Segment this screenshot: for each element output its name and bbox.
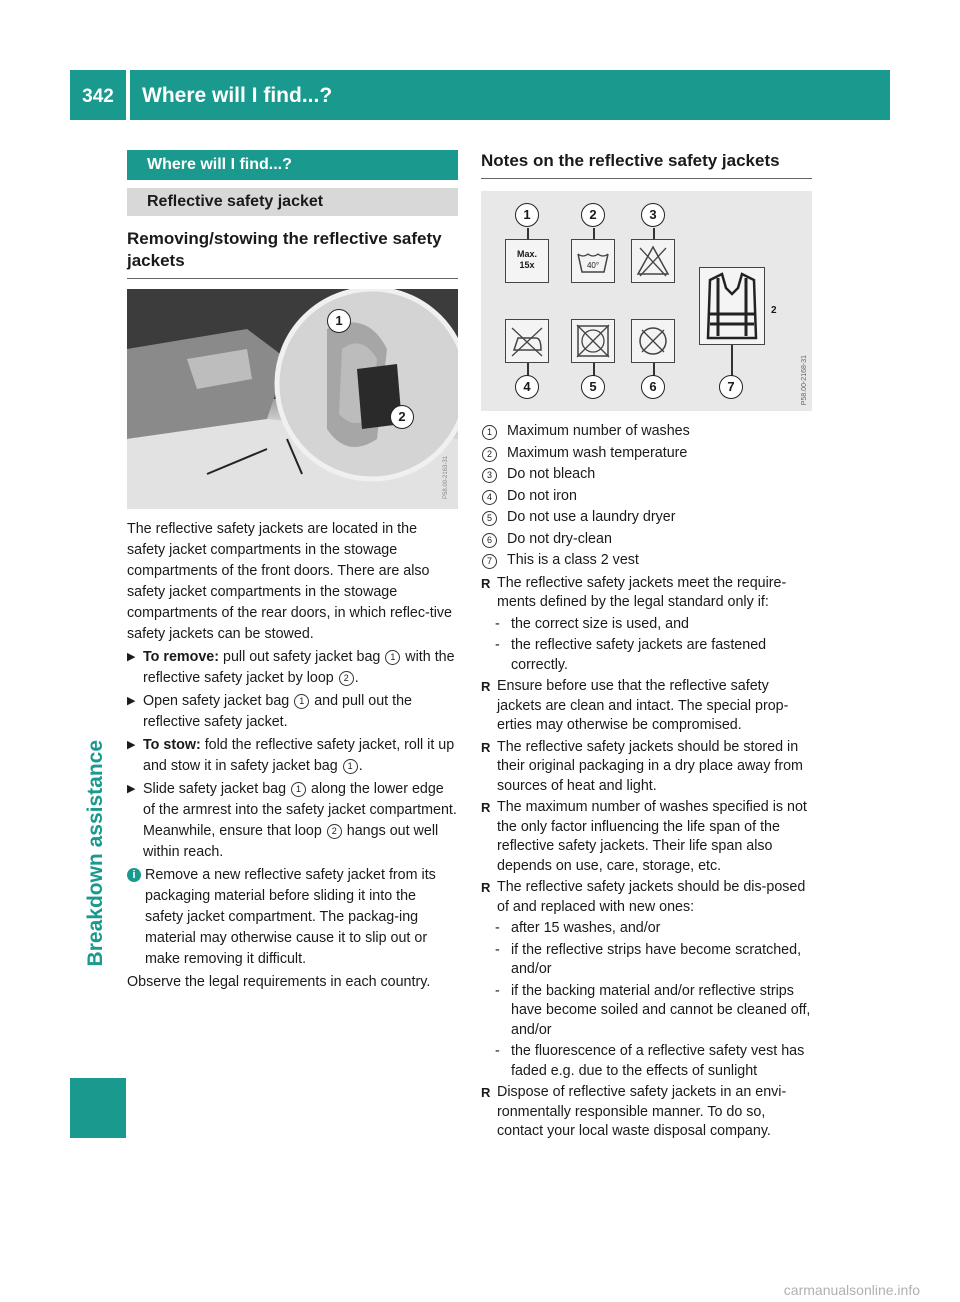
symbol-number-4: 4: [515, 375, 539, 399]
care-symbols-figure: [481, 191, 812, 411]
symbol-number-3: 3: [641, 203, 665, 227]
step-remove: ▶ To remove: pull out safety jacket bag 1 with the reflective safety jacket by loop 2 .: [127, 649, 455, 686]
legend-item: 3 Do not bleach: [481, 464, 812, 486]
footer-watermark: carmanualsonline.info: [783, 1282, 920, 1298]
step-arrow-icon: ▶: [127, 651, 136, 663]
max-washes-icon: Max. 15x: [505, 239, 549, 283]
dash-item: - the reflective safety jackets are fastened correctly.: [495, 637, 767, 673]
step-arrow-icon: ▶: [127, 739, 136, 751]
dash-item: - the fluorescence of a reflective safety vest has faded e.g. due to the effects of sunlight: [495, 1043, 805, 1079]
right-column: [481, 150, 812, 1144]
no-iron-icon: [505, 319, 549, 363]
step-arrow-icon: ▶: [127, 695, 136, 707]
figure-ref-code: P58.00-2168-31: [801, 354, 808, 405]
dash-item: - after 15 washes, and/or: [495, 920, 661, 936]
side-tab-label: Breakdown assistance: [84, 740, 107, 967]
page-number: 342: [82, 86, 114, 107]
legend-item: 6 Do not dry-clean: [481, 529, 812, 551]
photo-callout-2: 2: [390, 405, 414, 429]
no-bleach-icon: [631, 239, 675, 283]
door-compartment-photo: [127, 289, 458, 509]
legend-item: 4 Do not iron: [481, 486, 812, 508]
no-tumble-dry-icon: [571, 319, 615, 363]
side-tab-marker: [70, 1078, 126, 1138]
section-bar: Where will I find...?: [127, 150, 458, 180]
bullet-dispose: R Dispose of reflective safety jackets in an envi-ronmentally responsible manner. To do so, contact your local waste disposal company.: [481, 1084, 787, 1139]
dash-item: - if the reflective strips have become scratched, and/or: [495, 941, 802, 977]
section-heading: Removing/stowing the reflective safety jackets: [127, 228, 458, 279]
symbol-number-5: 5: [581, 375, 605, 399]
svg-text:40°: 40°: [586, 261, 600, 270]
dash-item: - the correct size is used, and: [495, 615, 690, 632]
step-stow: ▶ To stow: fold the reflective safety jacket, roll it up and stow it in safety jacket bag 1 .: [127, 737, 455, 774]
step-slide-bag: ▶ Slide safety jacket bag 1 along the lower edge of the armrest into the safety jacket compartment. Meanwhile, ensure that loop 2 hangs out well within reach.: [127, 781, 457, 860]
bullet-storage: R The reflective safety jackets should be stored in their original packaging in a dry place away from sources of heat and light.: [481, 738, 803, 794]
legend-item: 7 This is a class 2 vest: [481, 550, 812, 572]
page-header: [70, 70, 890, 120]
closing-text: Observe the legal requirements in each country.: [127, 974, 431, 990]
legend-item: 2 Maximum wash temperature: [481, 443, 812, 465]
bullet-standard: R The reflective safety jackets meet the require-ments defined by the legal standard only if:: [481, 574, 787, 610]
photo-callout-1: 1: [327, 309, 351, 333]
no-dry-clean-icon: [631, 319, 675, 363]
intro-text: The reflective safety jackets are located in the safety jacket compartments in the stowage compartments of the front doors. There are also safety jacket compartments in the stowage compartments of the rear doors, in which reflec-tive safety jackets can be stowed.: [127, 521, 452, 642]
header-title: Where will I find...?: [142, 84, 333, 107]
subsection-bar: Reflective safety jacket: [127, 188, 458, 216]
photo-ref-code: P58.00-2163-31: [443, 455, 449, 499]
left-column: [127, 150, 458, 993]
symbol-number-1: 1: [515, 203, 539, 227]
vest-class-label: 2: [771, 305, 777, 316]
wash-temperature-icon: [571, 239, 615, 283]
symbol-number-6: 6: [641, 375, 665, 399]
bullet-replace: R The reflective safety jackets should be dis-posed of and replaced with new ones:: [481, 879, 806, 915]
bullet-check: R Ensure before use that the reflective safety jackets are clean and intact. The special prop-erties may otherwise be compromised.: [481, 678, 789, 733]
door-photo-illustration: [127, 289, 458, 509]
header-divider: [126, 70, 130, 120]
step-open-bag: ▶ Open safety jacket bag 1 and pull out the reflective safety jacket.: [127, 693, 412, 730]
step-arrow-icon: ▶: [127, 783, 136, 795]
dash-item: - if the backing material and/or reflective strips have become soiled and cannot be cleaned off, and/or: [495, 982, 811, 1038]
legend-item: 5 Do not use a laundry dryer: [481, 507, 812, 529]
symbol-number-7: 7: [719, 375, 743, 399]
notes-heading: Notes on the reflective safety jackets: [481, 150, 812, 179]
info-icon: i: [127, 868, 141, 882]
class-2-vest-icon: [699, 267, 765, 345]
symbol-number-2: 2: [581, 203, 605, 227]
info-note: i Remove a new reflective safety jacket from its packaging material before sliding it into the safety jacket compartment. The packag-ing material may otherwise cause it to slip out or make removing it difficult.: [127, 865, 458, 970]
bullet-lifespan: R The maximum number of washes specified is not the only factor influencing the life span of the reflective safety jackets. Their life span also depends on use, care, storage, etc.: [481, 799, 807, 874]
legend-item: 1 Maximum number of washes: [481, 421, 812, 443]
